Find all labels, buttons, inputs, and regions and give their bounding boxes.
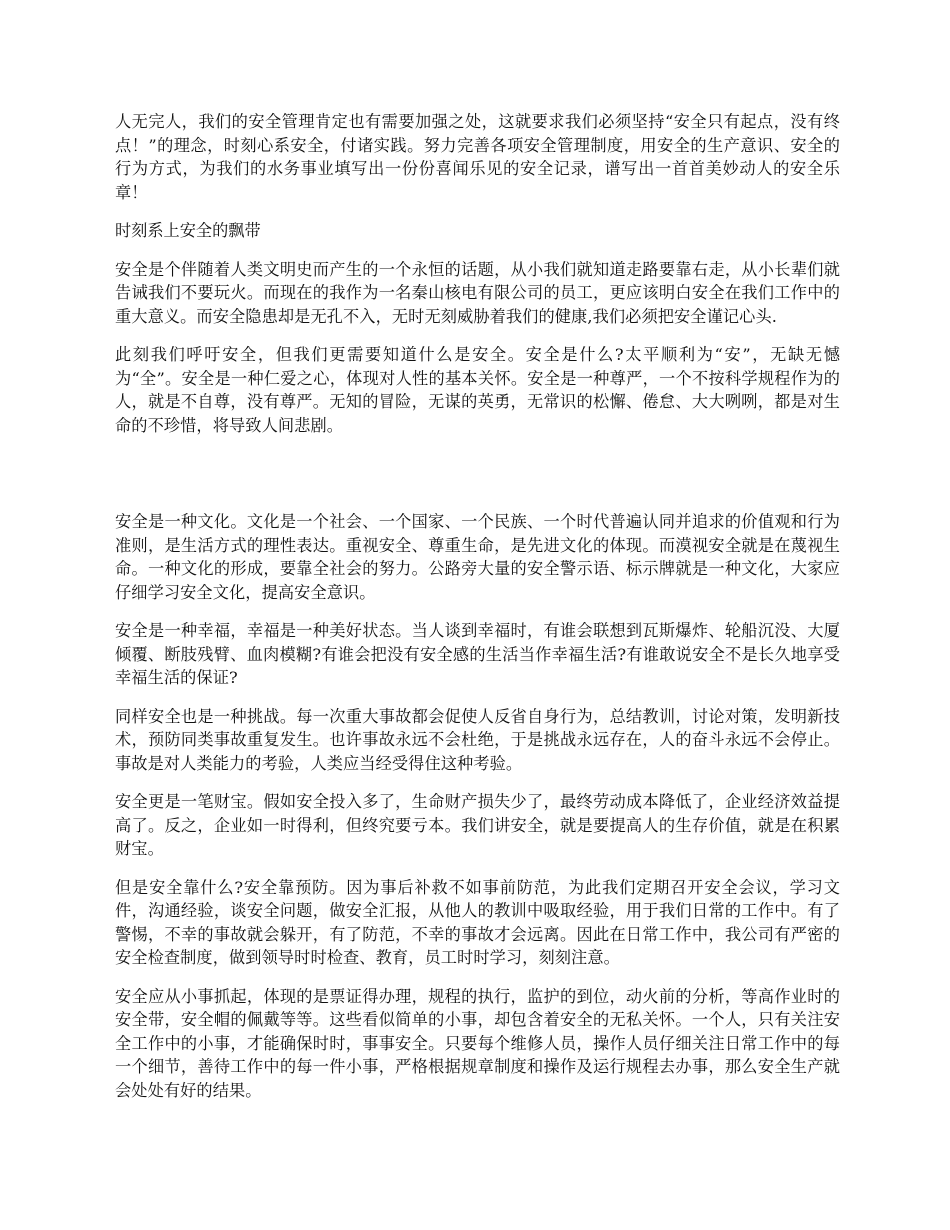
body-paragraph: 安全是一种文化。文化是一个社会、一个国家、一个民族、一个时代普遍认同并追求的价值观和行为准则，是生活方式的理性表达。重视安全、尊重生命，是先进文化的体现。而漠视安全就是在蔑视生命。一种文化的形成，要靠全社会的努力。公路旁大量的安全警示语、标示牌就是一种文化，大家应仔细学习安全文化，提高安全意识。 <box>115 512 840 602</box>
body-paragraph: 安全是一种幸福，幸福是一种美好状态。当人谈到幸福时，有谁会联想到瓦斯爆炸、轮船沉没、大厦倾覆、断肢残臂、血肉模糊?有谁会把没有安全感的生活当作幸福生活?有谁敢说安全不是长久地享受幸福生活的保证? <box>115 621 840 687</box>
page-gap <box>115 452 840 510</box>
body-paragraph: 安全是个伴随着人类文明史而产生的一个永恒的话题，从小我们就知道走路要靠右走，从小长辈们就告诫我们不要玩火。而现在的我作为一名秦山核电有限公司的员工，更应该明白安全在我们工作中的重大意义。而安全隐患却是无孔不入，无时无刻威胁着我们的健康,我们必须把安全谨记心头. <box>115 259 840 326</box>
body-paragraph: 此刻我们呼吁安全，但我们更需要知道什么是安全。安全是什么?太平顺利为“安”，无缺无憾为“全”。安全是一种仁爱之心，体现对人性的基本关怀。安全是一种尊严，一个不按科学规程作为的人，就是不自尊，没有尊严。无知的冒险，无谋的英勇，无常识的松懈、倦怠、大大咧咧，都是对生命的不珍惜，将导致人间悲剧。 <box>115 345 840 435</box>
section-heading: 时刻系上安全的飘带 <box>115 221 261 240</box>
document-page <box>115 110 840 1117</box>
body-paragraph: 但是安全靠什么?安全靠预防。因为事后补救不如事前防范，为此我们定期召开安全会议，学习文件，沟通经验，谈安全问题，做安全汇报，从他人的教训中吸取经验，用于我们日常的工作中。有了警惕，不幸的事故就会躲开，有了防范，不幸的事故才会远离。因此在日常工作中，我公司有严密的安全检查制度，做到领导时时检查、教育，员工时时学习，刻刻注意。 <box>115 877 840 967</box>
intro-paragraph: 人无完人，我们的安全管理肯定也有需要加强之处，这就要求我们必须坚持“安全只有起点，没有终点！”的理念，时刻心系安全，付诸实践。努力完善各项安全管理制度，用安全的生产意识、安全的行为方式，为我们的水务事业填写出一份份喜闻乐见的安全记录，谱写出一首首美妙动人的安全乐章！ <box>115 112 840 202</box>
body-paragraph: 安全应从小事抓起，体现的是票证得办理，规程的执行，监护的到位，动火前的分析，等高作业时的安全带，安全帽的佩戴等等。这些看似简单的小事，却包含着安全的无私关怀。一个人，只有关注安全工作中的小事，才能确保时时，事事安全。只要每个维修人员，操作人员仔细关注日常工作中的每一个细节，善待工作中的每一件小事，严格根据规章制度和操作及运行规程去办事，那么安全生产就会处处有好的结果。 <box>115 986 840 1100</box>
body-paragraph: 安全更是一笔财宝。假如安全投入多了，生命财产损失少了，最终劳动成本降低了，企业经济效益提高了。反之，企业如一时得利，但终究要亏本。我们讲安全，就是要提高人的生存价值，就是在积累财宝。 <box>115 792 840 858</box>
body-paragraph: 同样安全也是一种挑战。每一次重大事故都会促使人反省自身行为，总结教训，讨论对策，发明新技术，预防同类事故重复发生。也许事故永远不会杜绝，于是挑战永远存在，人的奋斗永远不会停止。事故是对人类能力的考验，人类应当经受得住这种考验。 <box>115 706 840 773</box>
